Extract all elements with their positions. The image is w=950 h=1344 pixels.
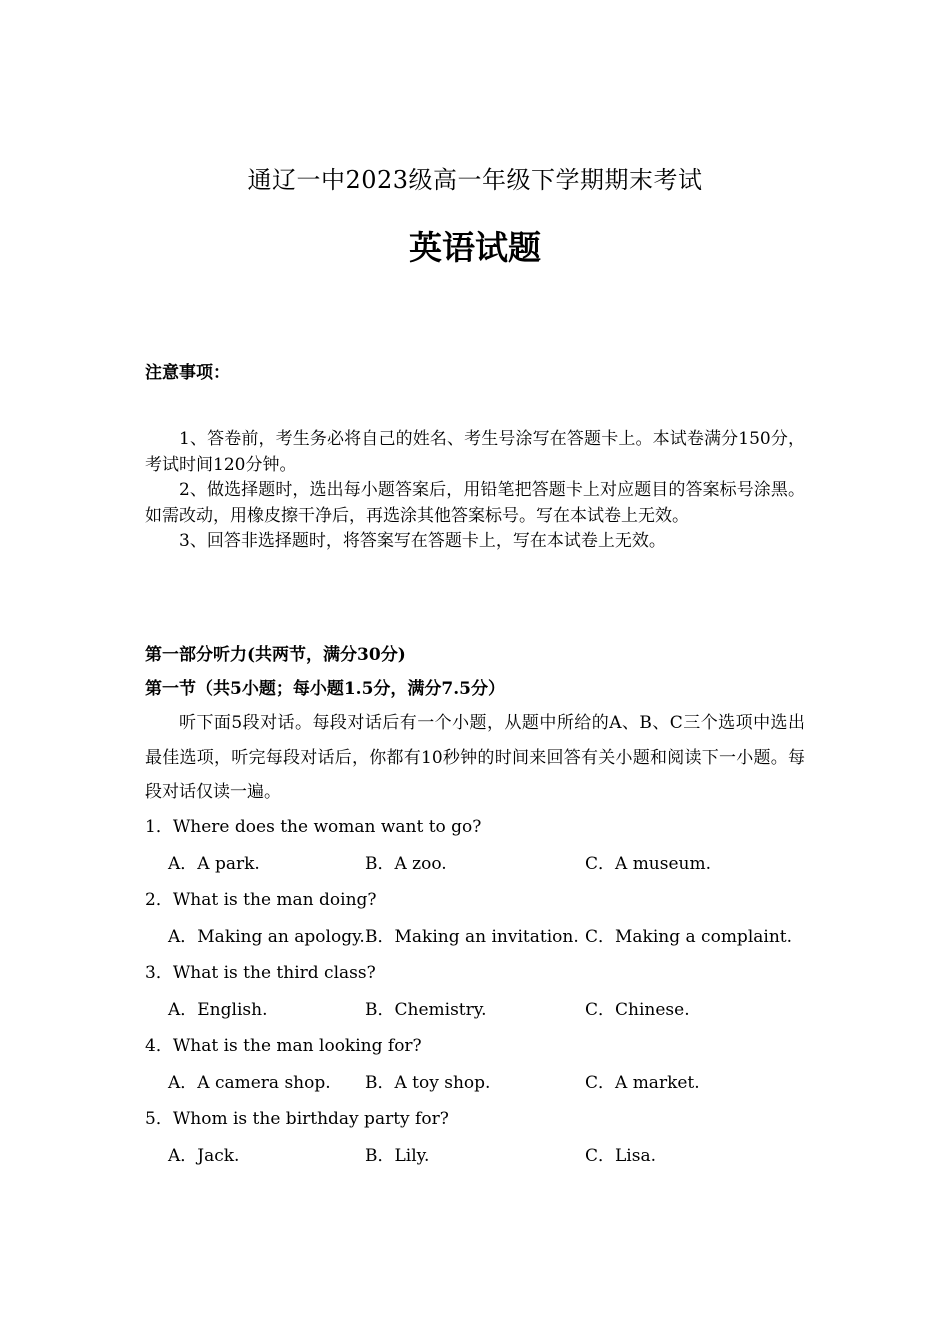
option-a: A．English. bbox=[168, 1000, 268, 1020]
question-item bbox=[145, 1031, 845, 1104]
section-instructions: 听下面5段对话。每段对话后有一个小题，从题中所给的A、B、C三个选项中选出最佳选项，听完每段对话后，你都有10秒钟的时间来回答有关小题和阅读下一小题。每段对话仅读一遍。 bbox=[145, 713, 805, 802]
question-list bbox=[145, 812, 845, 1177]
option-b: B．A zoo. bbox=[365, 854, 447, 874]
question-item bbox=[145, 885, 845, 958]
option-b: B．A toy shop. bbox=[365, 1073, 491, 1093]
question-item bbox=[145, 812, 845, 885]
answer-options bbox=[145, 849, 845, 873]
exam-title: 英语试题 bbox=[409, 228, 541, 267]
question-item bbox=[145, 958, 845, 1031]
notice-item: 2、做选择题时，选出每小题答案后，用铅笔把答题卡上对应题目的答案标号涂黑。如需改动，用橡皮擦干净后，再选涂其他答案标号。写在本试卷上无效。 bbox=[145, 480, 805, 526]
option-c: C．Making a complaint. bbox=[585, 927, 793, 947]
option-a: A．A park. bbox=[168, 854, 260, 874]
option-c: C．Chinese. bbox=[585, 1000, 690, 1020]
answer-options bbox=[145, 922, 845, 946]
option-c: C．A market. bbox=[585, 1073, 700, 1093]
notice-item: 3、回答非选择题时，将答案写在答题卡上，写在本试卷上无效。 bbox=[179, 531, 666, 551]
option-a: A．A camera shop. bbox=[168, 1073, 331, 1093]
notice-body bbox=[145, 427, 805, 555]
question-stem: 4．What is the man looking for? bbox=[145, 1036, 422, 1056]
option-a: A．Jack. bbox=[168, 1146, 240, 1166]
option-b: B．Chemistry. bbox=[365, 1000, 487, 1020]
notice-heading: 注意事项： bbox=[145, 363, 230, 383]
question-stem: 1．Where does the woman want to go? bbox=[145, 817, 482, 837]
option-c: C．Lisa. bbox=[585, 1146, 656, 1166]
question-item bbox=[145, 1104, 845, 1177]
answer-options bbox=[145, 1068, 845, 1092]
question-stem: 2．What is the man doing? bbox=[145, 890, 377, 910]
notice-item: 1、答卷前，考生务必将自己的姓名、考生号涂写在答题卡上。本试卷满分150分，考试时间120分钟。 bbox=[145, 429, 805, 475]
option-b: B．Making an invitation. bbox=[365, 927, 579, 947]
exam-subtitle: 通辽一中2023级高一年级下学期期末考试 bbox=[247, 166, 703, 194]
question-stem: 5．Whom is the birthday party for? bbox=[145, 1109, 449, 1129]
part-heading: 第一部分听力(共两节，满分30分) bbox=[145, 645, 406, 665]
option-b: B．Lily. bbox=[365, 1146, 430, 1166]
question-stem: 3．What is the third class? bbox=[145, 963, 376, 983]
answer-options bbox=[145, 995, 845, 1019]
option-a: A．Making an apology. bbox=[168, 927, 365, 947]
answer-options bbox=[145, 1141, 845, 1165]
section-heading: 第一节（共5小题；每小题1.5分，满分7.5分） bbox=[145, 679, 505, 699]
option-c: C．A museum. bbox=[585, 854, 712, 874]
